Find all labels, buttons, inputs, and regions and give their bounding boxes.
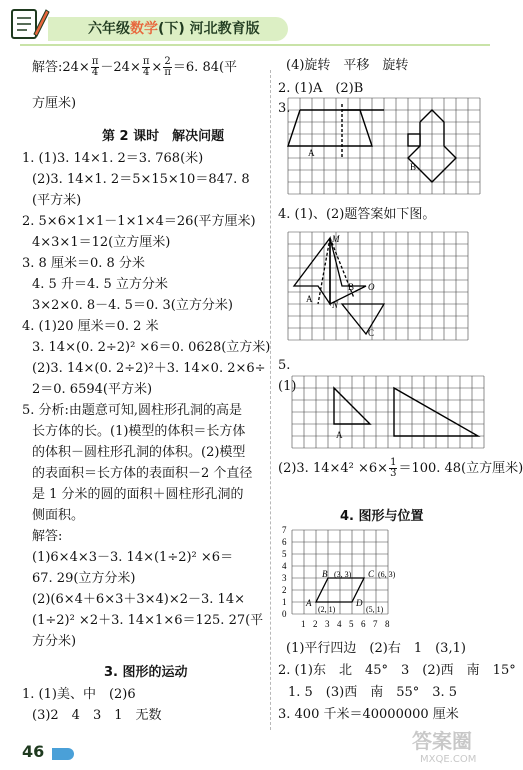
motion-q1-line-a: 1. (1)美、中 (2)6 <box>22 687 136 702</box>
denominator: 4 <box>91 67 99 78</box>
notebook-pencil-icon <box>8 4 50 42</box>
label-A: A <box>306 598 312 608</box>
volume-label: (下) <box>158 21 185 37</box>
y-tick-label: 6 <box>282 537 287 547</box>
q2-line-a: 2. 5×6×1×1－1×1×4＝26(平方厘米) <box>22 214 256 229</box>
x-tick-label: 4 <box>337 619 342 629</box>
x-tick-label: 2 <box>313 619 318 629</box>
label-O: O <box>368 282 375 292</box>
r-line-4: 4. (1)、(2)题答案如下图。 <box>278 207 436 222</box>
q4-line-a: 4. (1)20 厘米＝0. 2 米 <box>22 319 159 334</box>
label-M: M <box>332 234 340 244</box>
q4-line-d: 2＝0. 6594(平方米) <box>32 382 153 397</box>
q5-line-c: 的体积－圆柱形孔洞的体积。(2)模型 <box>32 445 246 460</box>
motion-q1-line-b: (3)2 4 3 1 无数 <box>32 708 162 723</box>
numerator: π <box>91 56 99 67</box>
solution-2-line-c: 方分米) <box>32 634 77 649</box>
q3-line-b: 4. 5 升＝4. 5 立方分米 <box>32 277 168 292</box>
q5-line-d: 的表面积＝长方体的表面积－2 个直径 <box>32 466 253 481</box>
label-A: A <box>336 430 343 440</box>
coord-B: (3, 3) <box>334 570 352 579</box>
fraction <box>163 57 172 78</box>
label-D: D <box>356 598 363 608</box>
coord-A: (2, 1) <box>318 605 336 614</box>
figure-q3-grid <box>288 98 480 194</box>
q5-line-b: 长方体的长。(1)模型的体积＝长方体 <box>32 424 246 439</box>
lesson-title: 第 2 课时 解决问题 <box>102 129 225 144</box>
denominator: 3 <box>390 468 397 479</box>
label-B: B <box>348 282 355 292</box>
numerator: π <box>142 56 150 67</box>
q1-line-b: (2)3. 14×1. 2＝5×15×10＝847. 8 <box>32 172 250 187</box>
watermark-url: MXQE.COM <box>420 754 477 765</box>
y-tick-label: 4 <box>282 561 287 571</box>
answer-text: (2)3. 14×4² ×6× <box>278 461 389 476</box>
position-q3: 3. 400 千米＝40000000 厘米 <box>278 707 459 722</box>
y-tick-label: 0 <box>282 609 287 619</box>
column-divider <box>270 70 272 730</box>
label-C: C <box>368 328 375 338</box>
answer-heading: 解答: <box>32 529 63 544</box>
answer-text: －24× <box>100 60 141 75</box>
x-tick-label: 3 <box>325 619 330 629</box>
position-q1: (1)平行四边 (2)右 1 (3,1) <box>286 641 466 656</box>
fraction <box>91 57 100 78</box>
x-tick-label: 5 <box>349 619 354 629</box>
answer-text: × <box>151 60 163 75</box>
label-B: B <box>410 162 417 172</box>
q4-line-b: 3. 14×(0. 2÷2)² ×6＝0. 0628(立方米) <box>32 340 271 355</box>
denominator: π <box>164 67 171 78</box>
figure-q5-grid <box>292 376 484 448</box>
y-tick-label: 7 <box>282 525 287 535</box>
y-tick-label: 3 <box>282 573 287 583</box>
answer-line-1 <box>32 57 237 78</box>
page-number: 46 <box>22 742 45 761</box>
answer-line-2: 方厘米) <box>32 96 77 111</box>
y-tick-label: 2 <box>282 585 287 595</box>
position-q2-line-b: 1. 5 (3)西 南 55° 3. 5 <box>288 685 458 700</box>
r-line-2: 2. (1)A (2)B <box>278 81 364 96</box>
x-tick-label: 7 <box>373 619 378 629</box>
section-4-title: 4. 图形与位置 <box>340 509 424 524</box>
fraction <box>389 458 397 479</box>
watermark-text: 答案圈 <box>412 729 472 753</box>
q3-line-a: 3. 8 厘米＝0. 8 分米 <box>22 256 145 271</box>
solution-2-line-b: (1÷2)² ×2＋3. 14×1×6＝125. 27(平 <box>32 613 264 628</box>
solution-1-line-a: (1)6×4×3－3. 14×(1÷2)² ×6＝ <box>32 550 234 565</box>
q5-line-a: 5. 分析:由题意可知,圆柱形孔洞的高是 <box>22 403 243 418</box>
label-B: B <box>322 569 328 579</box>
coord-C: (6, 3) <box>378 570 396 579</box>
page-number-tab <box>52 748 74 760</box>
edition-label: 河北教育版 <box>189 21 260 37</box>
x-tick-label: 6 <box>361 619 366 629</box>
numerator: 1 <box>390 457 397 468</box>
grade-label: 六年级 <box>88 21 130 37</box>
q5-line-f: 侧面积。 <box>32 508 85 523</box>
subject-label: 数学 <box>130 21 158 37</box>
figure-coordinate-grid <box>278 527 418 635</box>
r-line-1: (4)旋转 平移 旋转 <box>286 58 409 73</box>
r-label-5: 5. <box>278 358 291 373</box>
answer-text: ＝100. 48(立方厘米) <box>398 461 523 476</box>
r-label-5-1: (1) <box>278 379 297 394</box>
label-N: N <box>332 300 339 310</box>
coord-D: (5, 1) <box>366 605 384 614</box>
answer-text: ＝6. 84(平 <box>172 60 238 75</box>
fraction <box>142 57 151 78</box>
solution-2-line-a: (2)(6×4＋6×3＋3×4)×2－3. 14× <box>32 592 245 607</box>
x-tick-label: 8 <box>385 619 390 629</box>
book-title <box>88 18 260 38</box>
header-divider <box>20 44 490 46</box>
q5-line-e: 是 1 分米的圆的面积＋圆柱形孔洞的 <box>32 487 244 502</box>
figure-q4-grid <box>288 232 468 340</box>
position-q2-line-a: 2. (1)东 北 45° 3 (2)西 南 15° <box>278 663 516 678</box>
label-C: C <box>368 569 375 579</box>
section-3-title: 3. 图形的运动 <box>104 665 188 680</box>
r-label-3: 3. <box>278 101 291 116</box>
page-header <box>0 0 500 44</box>
denominator: 4 <box>142 67 150 78</box>
x-tick-label: 1 <box>301 619 306 629</box>
numerator: 2 <box>164 56 171 67</box>
solution-1-line-b: 67. 29(立方分米) <box>32 571 136 586</box>
y-tick-label: 1 <box>282 597 287 607</box>
r-line-6 <box>278 458 523 479</box>
answer-text: 解答:24× <box>32 60 90 75</box>
label-A: A <box>306 294 313 304</box>
label-A: A <box>308 148 315 158</box>
q4-line-c: (2)3. 14×(0. 2÷2)²＋3. 14×0. 2×6÷ <box>32 361 266 376</box>
q3-line-c: 3×2×0. 8－4. 5＝0. 3(立方分米) <box>32 298 233 313</box>
y-tick-label: 5 <box>282 549 287 559</box>
watermark-logo <box>408 722 496 766</box>
q1-line-a: 1. (1)3. 14×1. 2＝3. 768(米) <box>22 151 204 166</box>
q1-line-c: (平方米) <box>32 193 82 208</box>
q2-line-b: 4×3×1＝12(立方厘米) <box>32 235 171 250</box>
